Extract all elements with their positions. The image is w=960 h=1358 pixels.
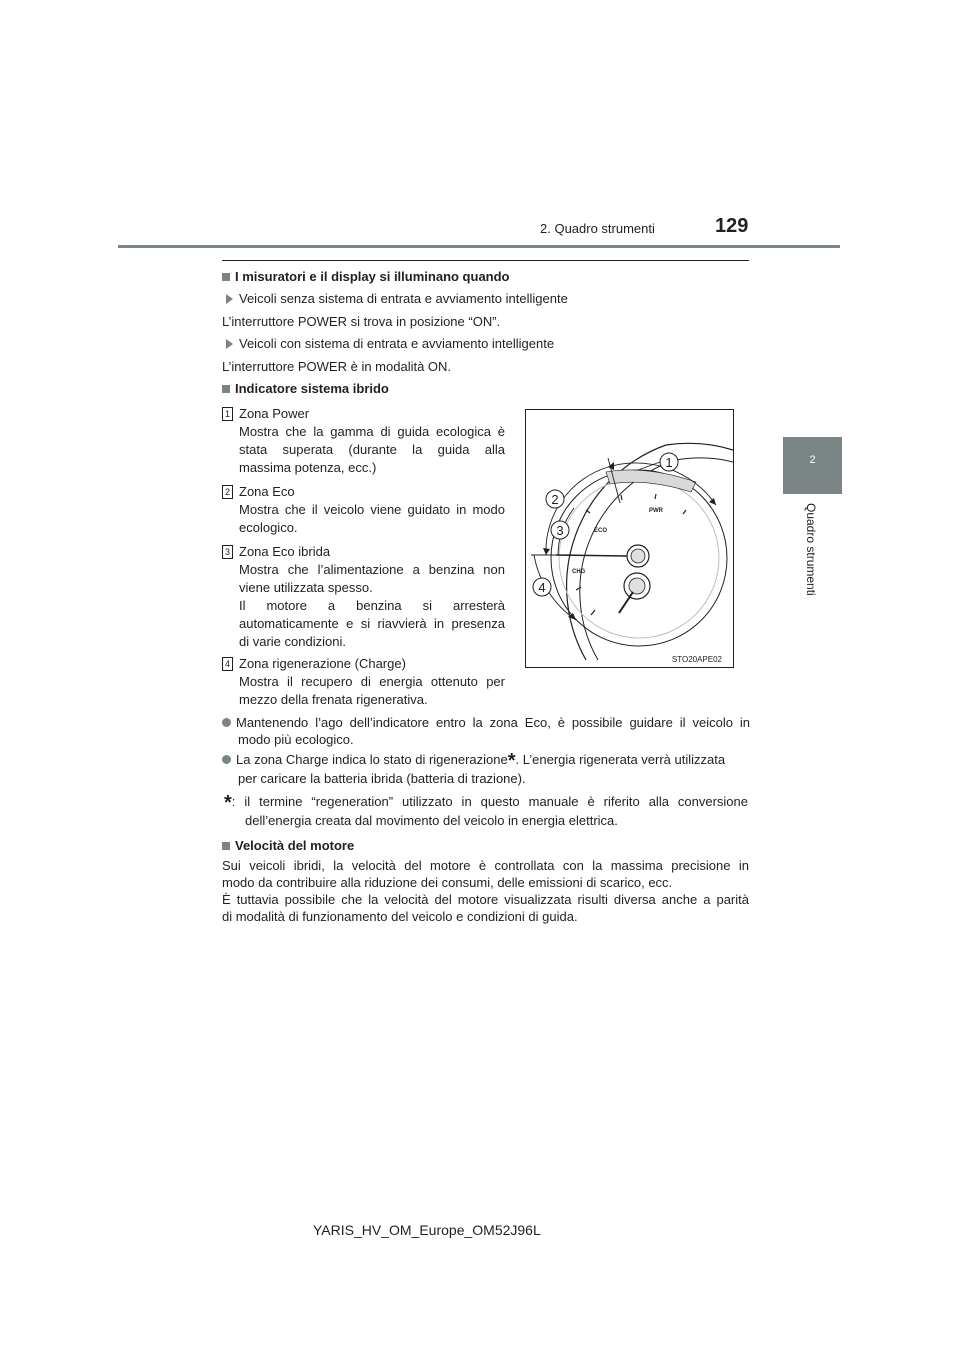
condition-item-2 [226, 335, 554, 352]
header-section-title: 2. Quadro strumenti [540, 221, 655, 236]
condition-item-1 [226, 290, 568, 307]
secondary-needle [619, 592, 633, 613]
secondary-dial-inner [629, 578, 645, 594]
footnote-text: : il termine “regeneration” utilizzato in questo manuale è riferito alla conversione [231, 794, 748, 809]
arrowhead [543, 548, 550, 555]
engine-speed-line: modo da contribuire alla riduzione dei consumi, delle emissioni di scarico, ecc. [222, 875, 673, 890]
chapter-tab-number: 2 [809, 454, 816, 466]
zone-1-line: stata superata (durante la guida alla [239, 442, 505, 457]
zone-3-line: Mostra che l’alimentazione a benzina non [239, 562, 505, 577]
zone-1-line: Mostra che la gamma di guida ecologica è [239, 424, 505, 439]
power-zone-band [606, 470, 696, 492]
footnote [224, 793, 748, 829]
zone-1-title: Zona Power [239, 406, 310, 421]
zone-3-line: automaticamente e si riavvierà in presenza [239, 616, 505, 631]
hybrid-indicator-figure [525, 409, 734, 668]
gauge-needle [556, 555, 627, 556]
bullet-1-line-2: modo più ecologico. [238, 732, 354, 747]
circle-bullet-icon [222, 755, 231, 764]
zone-2-line: ecologico. [239, 520, 298, 535]
chg-label: CHG [572, 569, 586, 575]
bullet-1 [222, 714, 750, 748]
callout-1-number: 1 [665, 455, 673, 470]
chapter-tab-label: Quadro strumenti [804, 503, 818, 596]
triangle-bullet-icon [226, 294, 233, 304]
scale-tick [683, 510, 686, 514]
pwr-label: PWR [649, 508, 663, 514]
zone-2 [239, 483, 505, 537]
scale-tick [591, 610, 595, 615]
bullet-2-text-before: La zona Charge indica lo stato di rigenerazione [236, 752, 508, 767]
bullet-2-text-after: . L’energia rigenerata verrà utilizzata [515, 752, 726, 767]
bullet-1-text: Mantenendo l’ago dell’indicatore entro la zona Eco, è possibile guidare il veicolo in [236, 715, 750, 730]
zone-2-line: Mostra che il veicolo viene guidato in modo [239, 502, 505, 517]
square-bullet-icon [222, 385, 230, 393]
bullet-2-line-1 [222, 751, 750, 770]
footnote-line-1 [224, 793, 748, 812]
needle-hub-inner [631, 549, 645, 563]
asterisk-mark: * [507, 750, 516, 772]
zone-number-3: 3 [222, 545, 233, 559]
engine-speed-line: di modalità di funzionamento del veicolo e condizioni di guida. [222, 909, 578, 924]
illumination-heading [222, 268, 510, 285]
page-number: 129 [715, 215, 749, 237]
bullet-2-line-2: per caricare la batteria ibrida (batteria di trazione). [238, 771, 526, 786]
zone-number-2: 2 [222, 485, 233, 499]
engine-speed-line: È tuttavia possibile che la velocità del motore visualizzata risulti diversa anche a parità [222, 892, 749, 907]
zone-4 [239, 655, 505, 709]
zone-number-4: 4 [222, 657, 233, 671]
circle-bullet-icon [222, 718, 231, 727]
triangle-bullet-icon [226, 339, 233, 349]
figure-code: STO20APE02 [671, 655, 722, 664]
zone-3-title: Zona Eco ibrida [239, 544, 331, 559]
condition-item-2-text: Veicoli con sistema di entrata e avviamento intelligente [239, 336, 555, 351]
chapter-tab-label-wrap [804, 503, 820, 613]
zone-2-title: Zona Eco [239, 484, 295, 499]
section-rule [222, 260, 749, 261]
callout-4-number: 4 [538, 580, 546, 595]
zone-4-line: mezzo della frenata rigenerativa. [239, 692, 428, 707]
scale-tick [655, 494, 656, 499]
hybrid-indicator-heading [222, 380, 389, 397]
hybrid-indicator-title: Indicatore sistema ibrido [235, 381, 389, 396]
condition-item-1-body: L’interruttore POWER si trova in posizione “ON”. [222, 314, 501, 329]
zone-4-title: Zona rigenerazione (Charge) [239, 656, 406, 671]
condition-item-1-text: Veicoli senza sistema di entrata e avviamento intelligente [239, 291, 568, 306]
zone-3 [239, 543, 505, 651]
callout-2-number: 2 [551, 492, 559, 507]
square-bullet-icon [222, 842, 230, 850]
hybrid-indicator-illustration [526, 410, 733, 667]
eco-label: ECO [594, 528, 608, 534]
footer-doc-code: YARIS_HV_OM_Europe_OM52J96L [313, 1222, 541, 1238]
engine-speed-body [222, 857, 749, 925]
zone-4-line: Mostra il recupero di energia ottenuto per [239, 674, 505, 689]
square-bullet-icon [222, 273, 230, 281]
zone-3-line: Il motore a benzina si arresterà [239, 598, 505, 613]
footnote-asterisk: * [224, 792, 232, 814]
bullet-2 [222, 751, 750, 787]
zone-number-1: 1 [222, 407, 233, 421]
zone-1 [239, 405, 505, 477]
engine-speed-heading [222, 837, 354, 854]
footnote-line-2: dell’energia creata dal movimento del veicolo in energia elettrica. [245, 813, 618, 828]
zone-3-line: viene utilizzata spesso. [239, 580, 373, 595]
callout-3-number: 3 [556, 523, 564, 538]
condition-item-2-body: L’interruttore POWER è in modalità ON. [222, 359, 452, 374]
engine-speed-title: Velocità del motore [235, 838, 355, 853]
illumination-title: I misuratori e il display si illuminano quando [235, 269, 510, 284]
scale-tick [621, 495, 622, 500]
header-rule [118, 245, 840, 248]
engine-speed-line: Sui veicoli ibridi, la velocità del motore è controllata con la massima precisione in [222, 858, 749, 873]
arrowhead [709, 498, 716, 505]
zone-1-line: massima potenza, ecc.) [239, 460, 377, 475]
zone-3-line: di varie condizioni. [239, 634, 346, 649]
bullet-1-line-1 [222, 714, 750, 731]
